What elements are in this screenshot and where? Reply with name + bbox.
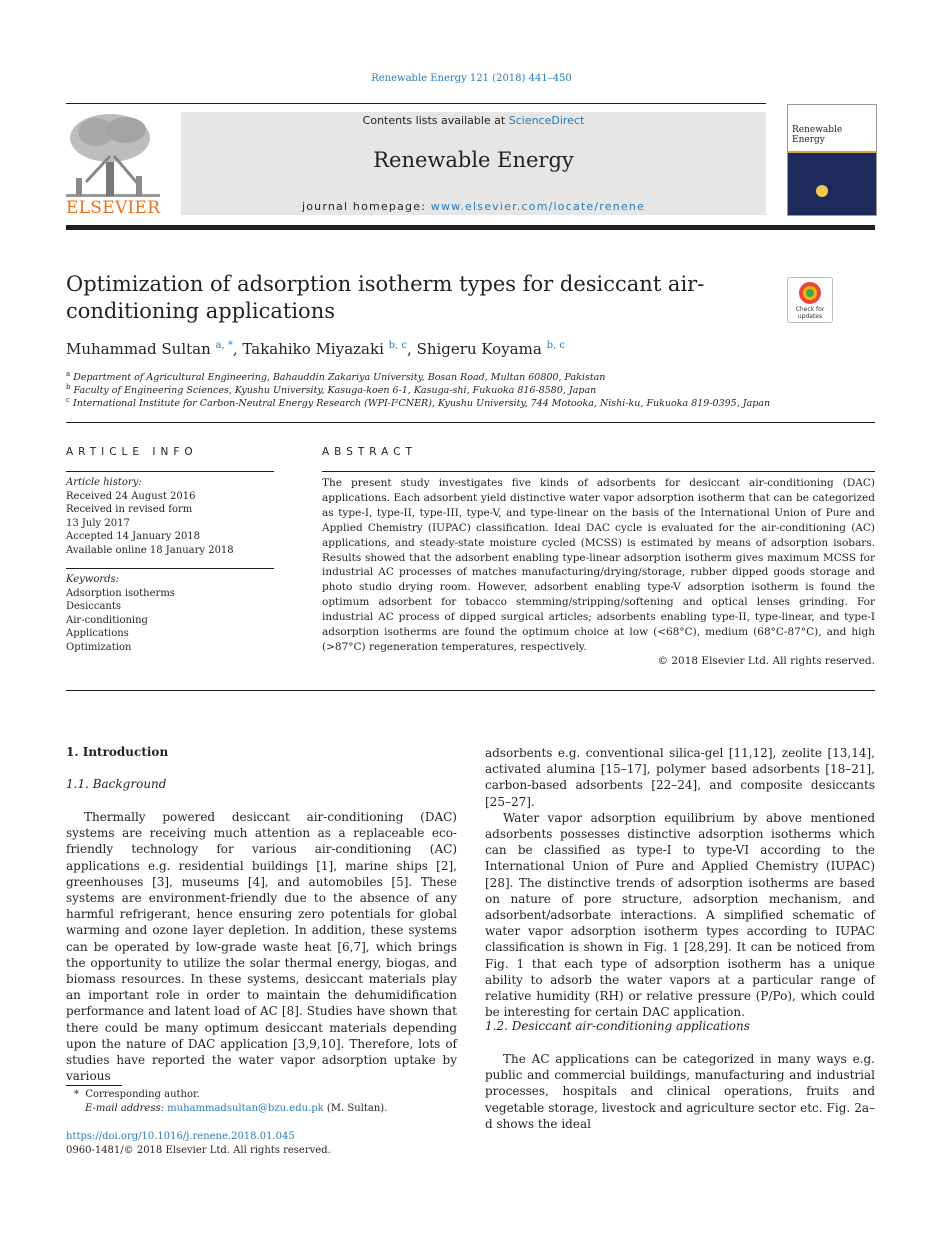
affiliation: $^b$ Faculty of Engineering Sciences, Kyushu University, Kasuga-koen 6-1, Kasuga-shi, Fukuoka 816-8580, Japan	[66, 383, 597, 397]
body-right-column-lower	[485, 1051, 875, 1132]
article-info-heading: ARTICLE INFO	[66, 446, 198, 458]
paragraph: Thermally powered desiccant air-conditioning (DAC) systems are receiving much attention as a replaceable eco-friendly technology for various air-conditioning (AC) applications e.g. residential buildings [1], marine ships [2], greenhouses [3], museums [4], and automobiles [5]. These systems are environment-friendly due to the absence of any harmful refrigerant, hence ensuring zero potentials for global warming and ozone layer depletion. In addition, these systems can be operated by low-grade waste heat [6,7], which brings the opportunity to utilize the solar thermal energy, biogas, and biomass resources. In these systems, desiccant materials play an important role in order to maintain the dehumidification performance and latent load of AC [8]. Studies have shown that there could be many optimum desiccant materials depending upon the nature of DAC application [3,9,10]. Therefore, lots of studies have reported the water vapor adsorption uptake by various	[66, 810, 457, 1084]
author-affiliation-marker[interactable]: b, c	[546, 340, 565, 351]
author-name[interactable]: Muhammad Sultan	[66, 340, 211, 358]
affiliation-rule	[66, 422, 875, 423]
author-affiliation-marker[interactable]: b, c	[388, 340, 408, 351]
footnote-rule	[66, 1085, 122, 1086]
subsection-heading: 1.2. Desiccant air-conditioning applications	[485, 1019, 750, 1033]
doi-link[interactable]: https://doi.org/10.1016/j.renene.2018.01.045	[66, 1131, 295, 1142]
keyword: Desiccants	[66, 601, 122, 612]
homepage-line: journal homepage: www.elsevier.com/locate/renene	[301, 200, 646, 213]
paragraph: Water vapor adsorption equilibrium by above mentioned adsorbents possesses distinctive adsorption isotherms which can be classified as type-I to type-VI according to the International Union of Pure and Applied Chemistry (IUPAC) [28]. The distinctive trends of adsorption isotherms are based on nature of pore structure, adsorption mechanism, and adsorbent/adsorbate interactions. A simplified schematic of water vapor adsorption isotherm types according to IUPAC classification is shown in Fig. 1 [28,29]. It can be noticed from Fig. 1 that each type of adsorption isotherm has a unique ability to adsorb the water vapors at a particular range of relative humidity (RH) or relative pressure (P/Po), which could be interesting for certain DAC application.	[485, 810, 875, 1020]
keyword: Optimization	[66, 641, 132, 653]
body-left-column	[66, 809, 457, 1084]
journal-citation[interactable]: Renewable Energy 121 (2018) 441–450	[371, 73, 572, 84]
abstract-rule	[322, 471, 875, 472]
check-updates-icon	[788, 278, 832, 308]
sciencedirect-link[interactable]: ScienceDirect	[508, 114, 585, 127]
affiliation: $^a$ Department of Agricultural Engineering, Bahauddin Zakariya University, Bosan Road, Multan 60800, Pakistan	[66, 370, 606, 384]
abstract-copyright: © 2018 Elsevier Ltd. All rights reserved.	[657, 655, 875, 667]
elsevier-logo	[66, 112, 160, 218]
email-note: E-mail address: muhammadsultan@bzu.edu.pk (M. Sultan).	[85, 1103, 388, 1114]
keyword: Air-conditioning	[66, 614, 148, 626]
email-link[interactable]: muhammadsultan@bzu.edu.pk	[167, 1103, 324, 1114]
contents-line: Contents lists available at ScienceDirect	[362, 114, 585, 127]
elsevier-tree-icon	[66, 112, 160, 202]
author-affiliation-marker[interactable]: a, *	[215, 340, 233, 351]
header-thick-rule	[66, 225, 875, 230]
homepage-link[interactable]: www.elsevier.com/locate/renene	[430, 200, 646, 213]
check-for-updates-badge[interactable]	[787, 277, 833, 323]
paragraph: adsorbents e.g. conventional silica-gel [11,12], zeolite [13,14], activated alumina [15–17], polymer based adsorbents [18–21], carbon-based adsorbents [22–24], and composite desiccants [25–27].	[485, 746, 875, 809]
affiliation: $^c$ International Institute for Carbon-Neutral Energy Research (WPI-I²CNER), Kyushu University, 744 Motooka, Nishi-ku, Fukuoka 819-0395, Japan	[66, 396, 771, 410]
abstract-end-rule	[66, 690, 875, 691]
journal-banner	[181, 112, 766, 215]
section-heading: 1. Introduction	[66, 745, 169, 759]
paragraph: The AC applications can be categorized in many ways e.g. public and commercial buildings, manufacturing and industrial processes, hospitals and clinical operations, fruits and vegetable storage, livestock and agriculture sector etc. Fig. 2a–d shows the ideal	[485, 1052, 875, 1131]
subsection-heading: 1.1. Background	[66, 777, 167, 791]
abstract-text: The present study investigates five kinds of adsorbents for desiccant air-conditioning (DAC) applications. Each adsorbent yield distinctive water vapor adsorption isotherm that can be categorized as type-I, type-II, type-III, type-V, and type-linear on the basis of the International Union of Pure and Applied Chemistry (IUPAC) classification. Ideal DAC cycle is evaluated for the air-conditioning (AC) applications, and steady-state moisture cycled (MCSS) is estimated by means of adsorption isobars. Results showed that the adsorbent enabling type-linear adsorption isotherm gives maximum MCSS for industrial AC processes of matches manufacturing/drying/storage, rubber dipped goods storage and photo studio drying room. However, adsorbent enabling type-V adsorption isotherm is found the optimum adsorbent for tobacco stemming/stripping/softening and optical lenses grinding. For industrial AC process of dipped surgical articles; adsorbents enabling type-II, type-linear, and type-I adsorption isotherms are found the optimum choice at low (<68°C), medium (68°C-87°C), and high (>87°C) regeneration temperatures, respectively.	[322, 477, 875, 653]
body-right-column	[485, 745, 875, 1020]
journal-cover[interactable]	[787, 104, 877, 216]
cover-sun-icon	[788, 153, 876, 215]
abstract-heading: ABSTRACT	[322, 446, 417, 458]
article-history: Article history: Received 24 August 2016 Received in revised form 13 July 2017 Accepted 14 January 2018 Available online 18 January 2018	[66, 477, 234, 556]
keywords-rule	[66, 568, 274, 569]
cover-image	[788, 153, 876, 215]
check-updates-label: Check for updates	[795, 306, 825, 320]
keyword: Adsorption isotherms	[66, 587, 175, 599]
keyword: Applications	[66, 628, 129, 639]
author-name[interactable]: Takahiko Miyazaki	[242, 340, 384, 358]
publisher-name: ELSEVIER	[66, 198, 161, 218]
cover-title: Renewable Energy	[792, 125, 843, 145]
header-divider	[66, 103, 766, 104]
article-title: Optimization of adsorption isotherm types for desiccant air-conditioning applications	[66, 272, 705, 323]
author-list: Muhammad Sultan $^{a, *}$, Takahiko Miyazaki $^{b, c}$, Shigeru Koyama $^{b, c}$	[66, 340, 565, 358]
info-rule	[66, 471, 274, 472]
corresponding-note: * Corresponding author.	[74, 1089, 200, 1100]
keywords: Keywords: Adsorption isotherms Desiccants Air-conditioning Applications Optimization	[66, 574, 175, 653]
author-name[interactable]: Shigeru Koyama	[416, 340, 542, 358]
issn-line: 0960-1481/© 2018 Elsevier Ltd. All rights reserved.	[66, 1145, 331, 1156]
journal-title: Renewable Energy	[373, 148, 574, 172]
